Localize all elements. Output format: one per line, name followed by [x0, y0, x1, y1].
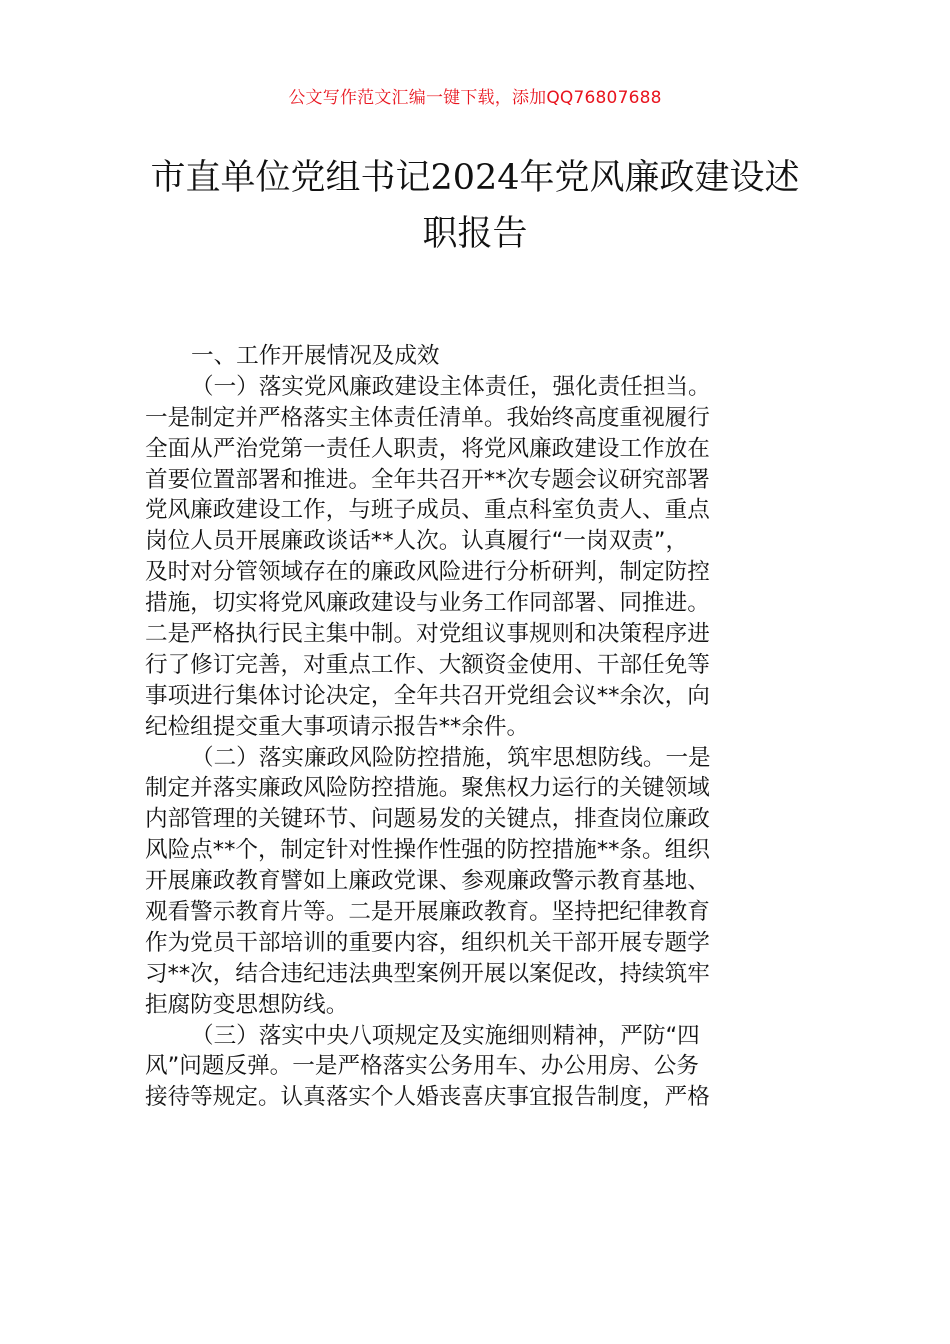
document-title	[130, 150, 820, 262]
subsection-heading: （三）落实中央八项规定及实施细则精神，严防“四	[191, 1022, 700, 1049]
body-line: 接待等规定。认真落实个人婚丧喜庆事宜报告制度，严格	[145, 1084, 710, 1111]
body-line: 风”问题反弹。一是严格落实公务用车、办公用房、公务	[145, 1053, 699, 1080]
body-line: 岗位人员开展廉政谈话**人次。认真履行“一岗双责”，	[145, 528, 689, 555]
subsection-heading: （一）落实党风廉政建设主体责任，强化责任担当。	[191, 373, 711, 400]
body-line: 党风廉政建设工作，与班子成员、重点科室负责人、重点	[145, 497, 710, 524]
body-line: 全面从严治党第一责任人职责，将党风廉政建设工作放在	[145, 435, 710, 462]
body-line: 首要位置部署和推进。全年共召开**次专题会议研究部署	[145, 466, 710, 493]
subsection-heading: （二）落实廉政风险防控措施，筑牢思想防线。一是	[191, 744, 711, 771]
body-line: 及时对分管领域存在的廉政风险进行分析研判，制定防控	[145, 559, 710, 586]
body-line: 风险点**个，制定针对性操作性强的防控措施**条。组织	[145, 837, 710, 864]
section-heading: 一、工作开展情况及成效	[191, 343, 440, 369]
promo-banner-link[interactable]: 公文写作范文汇编一键下载，添加QQ76807688	[288, 88, 662, 108]
body-line: 一是制定并严格落实主体责任清单。我始终高度重视履行	[145, 404, 710, 431]
body-line: 纪检组提交重大事项请示报告**余件。	[145, 713, 530, 740]
body-line: 开展廉政教育譬如上廉政党课、参观廉政警示教育基地、	[145, 868, 710, 895]
body-line: 制定并落实廉政风险防控措施。聚焦权力运行的关键领域	[145, 775, 710, 802]
title-line: 职报告	[422, 214, 528, 254]
document-body	[145, 341, 807, 1113]
body-line: 行了修订完善，对重点工作、大额资金使用、干部任免等	[145, 651, 710, 678]
body-line: 习**次，结合违纪违法典型案例开展以案促改，持续筑牢	[145, 960, 710, 987]
body-line: 作为党员干部培训的重要内容，组织机关干部开展专题学	[145, 929, 710, 956]
body-line: 拒腐防变思想防线。	[145, 991, 349, 1018]
body-line: 二是严格执行民主集中制。对党组议事规则和决策程序进	[145, 621, 710, 648]
body-line: 内部管理的关键环节、问题易发的关键点，排查岗位廉政	[145, 806, 710, 833]
body-line: 事项进行集体讨论决定，全年共召开党组会议**余次，向	[145, 682, 710, 709]
body-line: 观看警示教育片等。二是开展廉政教育。坚持把纪律教育	[145, 899, 710, 926]
body-line: 措施，切实将党风廉政建设与业务工作同部署、同推进。	[145, 590, 710, 617]
title-line: 市直单位党组书记2024年党风廉政建设述	[150, 158, 800, 198]
